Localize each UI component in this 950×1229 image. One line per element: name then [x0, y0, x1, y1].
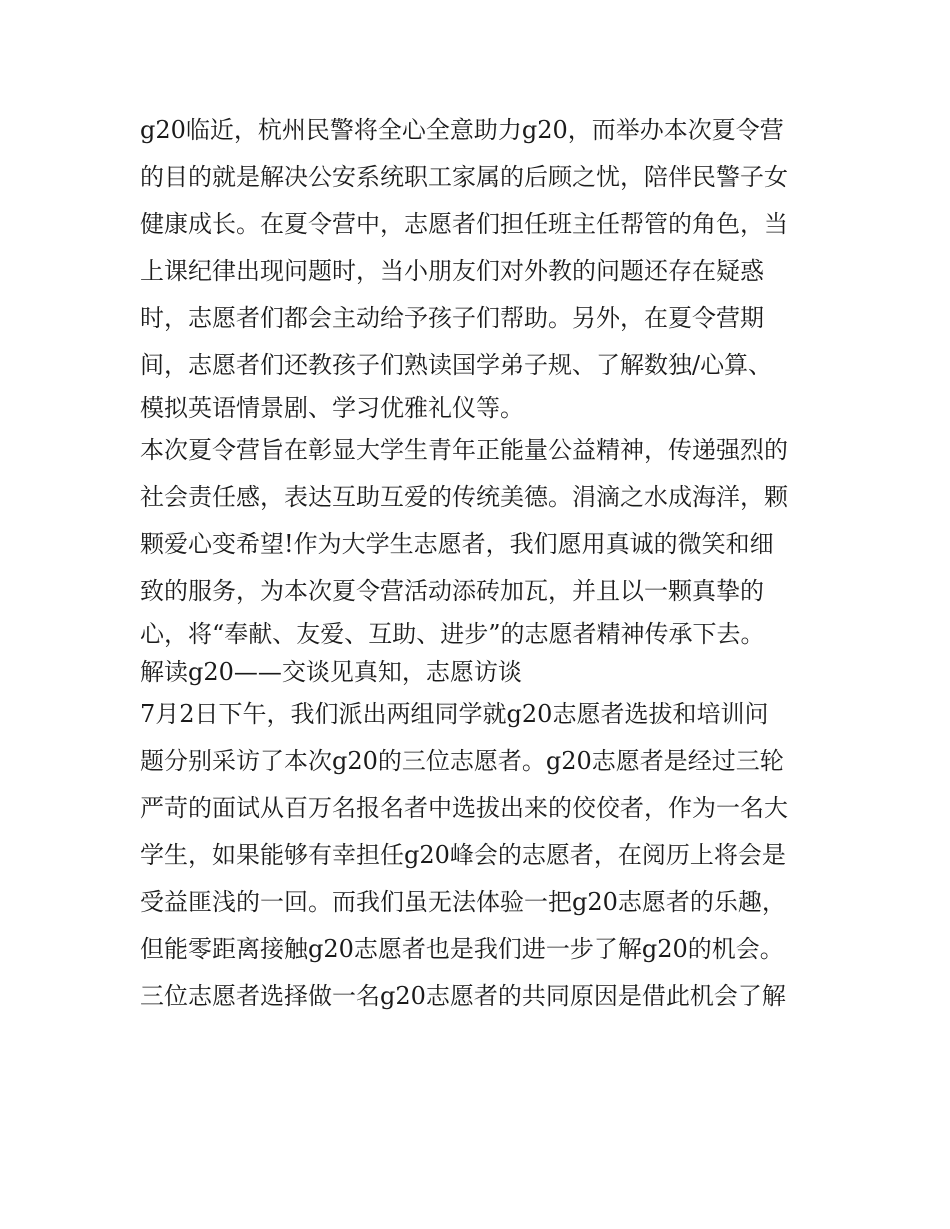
- text-line: 但能零距离接触g20志愿者也是我们进一步了解g20的机会。: [140, 935, 784, 963]
- text-line: 颗爱心变希望!作为大学生志愿者，我们愿用真诚的微笑和细: [140, 530, 774, 558]
- text-line: 上课纪律出现问题时，当小朋友们对外教的问题还存在疑惑: [140, 257, 764, 285]
- text-line: 严苛的面试从百万名报名者中选拔出来的佼佼者，作为一名大: [140, 794, 788, 822]
- document-body: [140, 107, 820, 1020]
- text-line: 学生，如果能够有幸担任g20峰会的志愿者，在阅历上将会是: [140, 841, 786, 869]
- section-heading: 解读g20——交谈见真知，志愿访谈: [140, 658, 522, 686]
- text-line: 健康成长。在夏令营中，志愿者们担任班主任帮管的角色，当: [140, 210, 788, 238]
- text-line: 时，志愿者们都会主动给予孩子们帮助。另外，在夏令营期: [140, 304, 764, 332]
- text-line: 受益匪浅的一回。而我们虽无法体验一把g20志愿者的乐趣，: [140, 888, 786, 916]
- text-line: 间，志愿者们还教孩子们熟读国学弟子规、了解数独/心算、: [140, 351, 773, 379]
- text-line: 社会责任感，表达互助互爱的传统美德。涓滴之水成海洋，颗: [140, 483, 788, 511]
- text-line: g20临近，杭州民警将全心全意助力g20，而举办本次夏令营: [140, 116, 784, 144]
- text-line: 致的服务，为本次夏令营活动添砖加瓦，并且以一颗真挚的: [140, 577, 764, 605]
- text-line: 模拟英语情景剧、学习优雅礼仪等。: [140, 394, 524, 422]
- text-line: 三位志愿者选择做一名g20志愿者的共同原因是借此机会了解: [140, 982, 786, 1010]
- text-line: 的目的就是解决公安系统职工家属的后顾之忧，陪伴民警子女: [140, 163, 788, 191]
- text-line: 心，将“奉献、友爱、互助、进步”的志愿者精神传承下去。: [140, 620, 765, 648]
- text-line: 题分别采访了本次g20的三位志愿者。g20志愿者是经过三轮: [140, 747, 784, 775]
- text-line: 本次夏令营旨在彰显大学生青年正能量公益精神，传递强烈的: [140, 436, 788, 464]
- text-line: 7月2日下午，我们派出两组同学就g20志愿者选拔和培训问: [140, 700, 769, 728]
